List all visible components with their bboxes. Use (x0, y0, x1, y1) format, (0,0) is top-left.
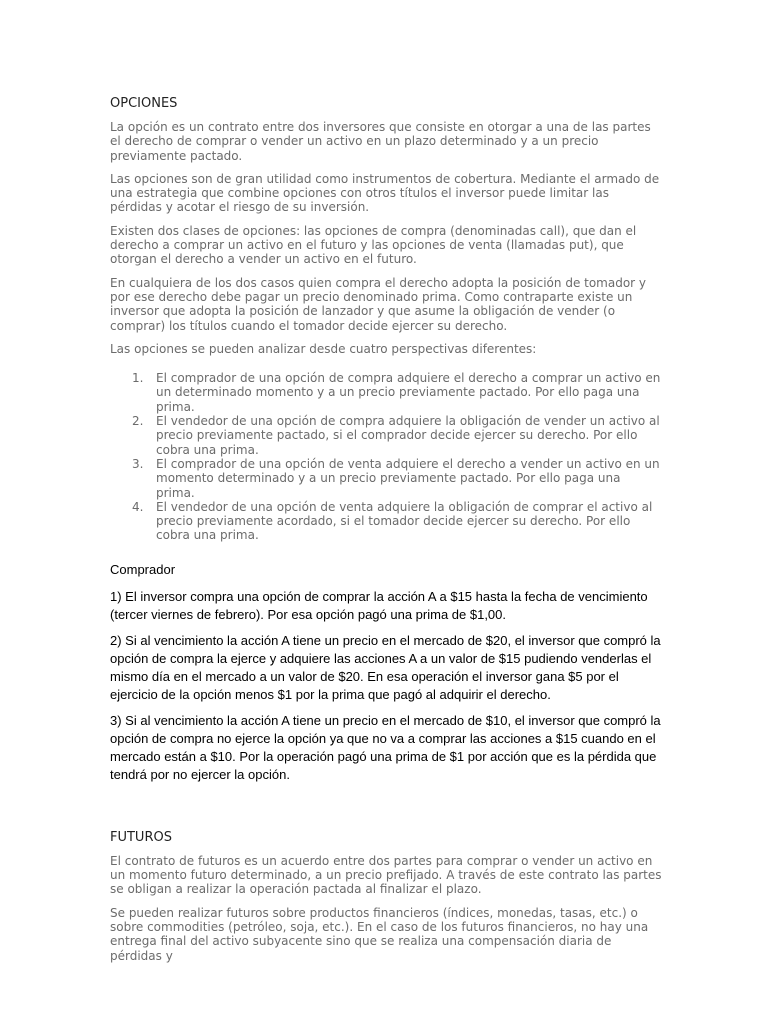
list-number: 4. (132, 499, 144, 514)
perspectives-list (110, 371, 662, 543)
list-number: 3. (132, 456, 144, 471)
opciones-heading: OPCIONES (110, 96, 178, 111)
comprador-paragraph-2: 2) Si al vencimiento la acción A tiene un precio en el mercado de $20, el inversor que compró la opción de compra la ejerce y adquiere las acciones A a un valor de $15 pudiendo venderlas el mismo día en el mercado a un valor de $20. En esa operación el inversor gana $5 por el ejercicio de la opción menos $1 por la prima que pagó al adquirir el derecho. (110, 632, 661, 702)
opciones-paragraph-1: La opción es un contrato entre dos inversores que consiste en otorgar a una de las partes el derecho de comprar o vender un activo en un plazo determinado y a un precio previamente pactado. (110, 120, 651, 163)
opciones-paragraph-4: En cualquiera de los dos casos quien compra el derecho adopta la posición de tomador y por ese derecho debe pagar un precio denominado prima. Como contraparte existe un inversor que adopta la posición de lanzador y que asume la obligación de vender (o comprar) los títulos cuando el tomador decide ejercer su derecho. (110, 275, 647, 333)
opciones-paragraph-2: Las opciones son de gran utilidad como instrumentos de cobertura. Mediante el armado de una estrategia que combine opciones con otros títulos el inversor puede limitar las pérdidas y acotar el riesgo de su inversión. (110, 171, 660, 215)
futuros-paragraph-2: Se pueden realizar futuros sobre productos financieros (índices, monedas, tasas, etc.) o sobre commodities (petróleo, soja, etc.). En el caso de los futuros financieros, no hay una entrega final del activo subyacente sino que se realiza una compensación diaria de pérdidas y (110, 905, 649, 963)
comprador-section (110, 562, 662, 784)
list-text: El vendedor de una opción de compra adquiere la obligación de vender un activo al precio previamente pactado, si el comprador decide ejercer su derecho. Por ello cobra una prima. (156, 414, 660, 457)
list-item (110, 371, 662, 414)
opciones-paragraph-5: Las opciones se pueden analizar desde cuatro perspectivas diferentes: (110, 341, 537, 356)
comprador-paragraph-3: 3) Si al vencimiento la acción A tiene un precio en el mercado de $10, el inversor que compró la opción de compra no ejerce la opción ya que no va a comprar las acciones a $15 cuando en el mercado están a $10. Por la operación pagó una prima de $1 por acción que es la pérdida que tendrá por no ejercer la opción. (110, 712, 661, 782)
list-number: 2. (132, 414, 144, 429)
document-page (110, 96, 662, 972)
comprador-heading: Comprador (110, 561, 176, 577)
futuros-section (110, 830, 662, 963)
list-number: 1. (132, 371, 144, 386)
list-text: El vendedor de una opción de venta adquiere la obligación de comprar el activo al precio previamente acordado, si el tomador decide ejercer su derecho. Por ello cobra una prima. (156, 499, 653, 543)
list-text: El comprador de una opción de compra adquiere el derecho a comprar un activo en un determinado momento y a un precio previamente pactado. Por ello paga una prima. (156, 371, 661, 414)
futuros-heading: FUTUROS (110, 829, 172, 845)
comprador-paragraph-1: 1) El inversor compra una opción de comprar la acción A a $15 hasta la fecha de vencimiento (tercer viernes de febrero). Por esa opción pagó una prima de $1,00. (110, 588, 648, 622)
futuros-paragraph-1: El contrato de futuros es un acuerdo entre dos partes para comprar o vender un activo en un momento futuro determinado, a un precio prefijado. A través de este contrato las partes se obligan a realizar la operación pactada al finalizar el plazo. (110, 853, 662, 897)
list-text: El comprador de una opción de venta adquiere el derecho a vender un activo en un momento determinado y a un precio previamente pactado. Por ello paga una prima. (156, 456, 660, 500)
opciones-paragraph-3: Existen dos clases de opciones: las opciones de compra (denominadas call), que dan el derecho a comprar un activo en el futuro y las opciones de venta (llamadas put), que otorgan el derecho a vender un activo en el futuro. (110, 223, 637, 267)
list-item (110, 414, 662, 457)
list-item (110, 457, 662, 500)
list-item (110, 500, 662, 543)
